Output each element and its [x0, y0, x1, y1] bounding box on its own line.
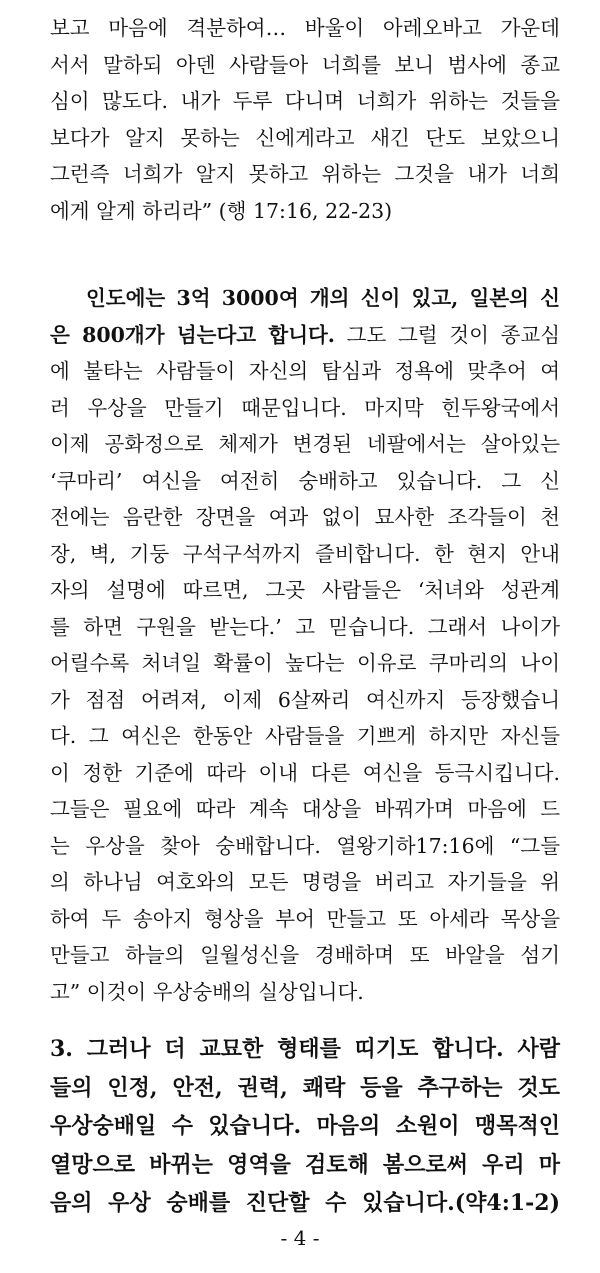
body-line: 만들고 하늘의 일월성신을 경배하며 또 바알을 섬기 [50, 943, 560, 967]
point-line: 3. 그러나 더 교묘한 형태를 띠기도 합니다. 사람 [50, 1036, 560, 1062]
quote-line: 그런즉 너희가 알지 못하고 위하는 그것을 내가 너희 [50, 162, 560, 186]
body-line: 의 하나님 여호와의 모든 명령을 버리고 자기들을 위 [50, 870, 560, 894]
point-line: 열망으로 바뀌는 영역을 검토해 봄으로써 우리 마 [50, 1151, 560, 1178]
point-three-paragraph [50, 1030, 560, 1223]
body-line: 그들은 필요에 따라 계속 대상을 바꿔가며 마음에 드 [50, 797, 560, 821]
body-line: 전에는 음란한 장면을 여과 없이 묘사한 조각들이 천 [50, 505, 560, 529]
body-line: 를 하면 구원을 받는다.’ 고 믿습니다. 그래서 나이가 [50, 614, 560, 639]
quote-line: 심이 많도다. 내가 두루 다니며 너희가 위하는 것들을 [50, 89, 560, 113]
quote-line: 서서 말하되 아덴 사람들아 너희를 보니 범사에 종교 [50, 52, 560, 77]
point-line: 음의 우상 숭배를 진단할 수 있습니다.(약4:1-2) [50, 1190, 560, 1216]
body-line: 다. 그 여신은 한동안 사람들을 기쁘게 하지만 자신들 [50, 724, 560, 748]
body-line: 하여 두 송아지 형상을 부어 만들고 또 아세라 목상을 [50, 906, 560, 931]
scripture-quote [50, 10, 560, 229]
body-line-bold: 인도에는 3억 3000여 개의 신이 있고, 일본의 신 [86, 286, 560, 310]
quote-line: 보고 마음에 격분하여… 바울이 아레오바고 가운데 [50, 16, 560, 40]
page-number: - 4 - [280, 1226, 320, 1250]
body-line: 장, 벽, 기둥 구석구석까지 즐비합니다. 한 현지 안내 [50, 541, 560, 566]
quote-line: 에게 알게 하리라” (행 17:16, 22-23) [50, 198, 393, 223]
point-line: 들의 인정, 안전, 권력, 쾌락 등을 추구하는 것도 [50, 1074, 560, 1101]
body-line-rest: 그도 그럴 것이 종교심 [334, 322, 561, 347]
body-line-bold-part: 은 800개가 넘는다고 합니다. [50, 322, 335, 347]
body-paragraph [50, 280, 560, 1010]
body-line: 이제 공화정으로 체제가 변경된 네팔에서는 살아있는 [50, 432, 560, 456]
body-line: ‘쿠마리’ 여신을 여전히 숭배하고 있습니다. 그 신 [50, 468, 560, 493]
body-line: 러 우상을 만들기 때문입니다. 마지막 힌두왕국에서 [50, 395, 560, 420]
quote-line: 보다가 알지 못하는 신에게라고 새긴 단도 보았으니 [50, 125, 560, 150]
body-line: 어릴수록 처녀일 확률이 높다는 이유로 쿠마리의 나이 [50, 651, 560, 675]
body-line-mixed [50, 317, 560, 354]
body-line: 는 우상을 찾아 숭배합니다. 열왕기하17:16에 “그들 [50, 833, 560, 858]
body-line: 에 불타는 사람들이 자신의 탐심과 정욕에 맞추어 여 [50, 359, 560, 383]
body-line: 가 점점 어려져, 이제 6살짜리 여신까지 등장했습니 [50, 687, 560, 712]
point-line: 우상숭배일 수 있습니다. 마음의 소원이 맹목적인 [50, 1113, 560, 1139]
body-line: 이 정한 기준에 따라 이내 다른 여신을 등극시킵니다. [50, 760, 560, 785]
body-line: 고” 이것이 우상숭배의 실상입니다. [50, 979, 364, 1004]
body-line: 자의 설명에 따르면, 그곳 사람들은 ‘처녀와 성관계 [50, 578, 560, 602]
